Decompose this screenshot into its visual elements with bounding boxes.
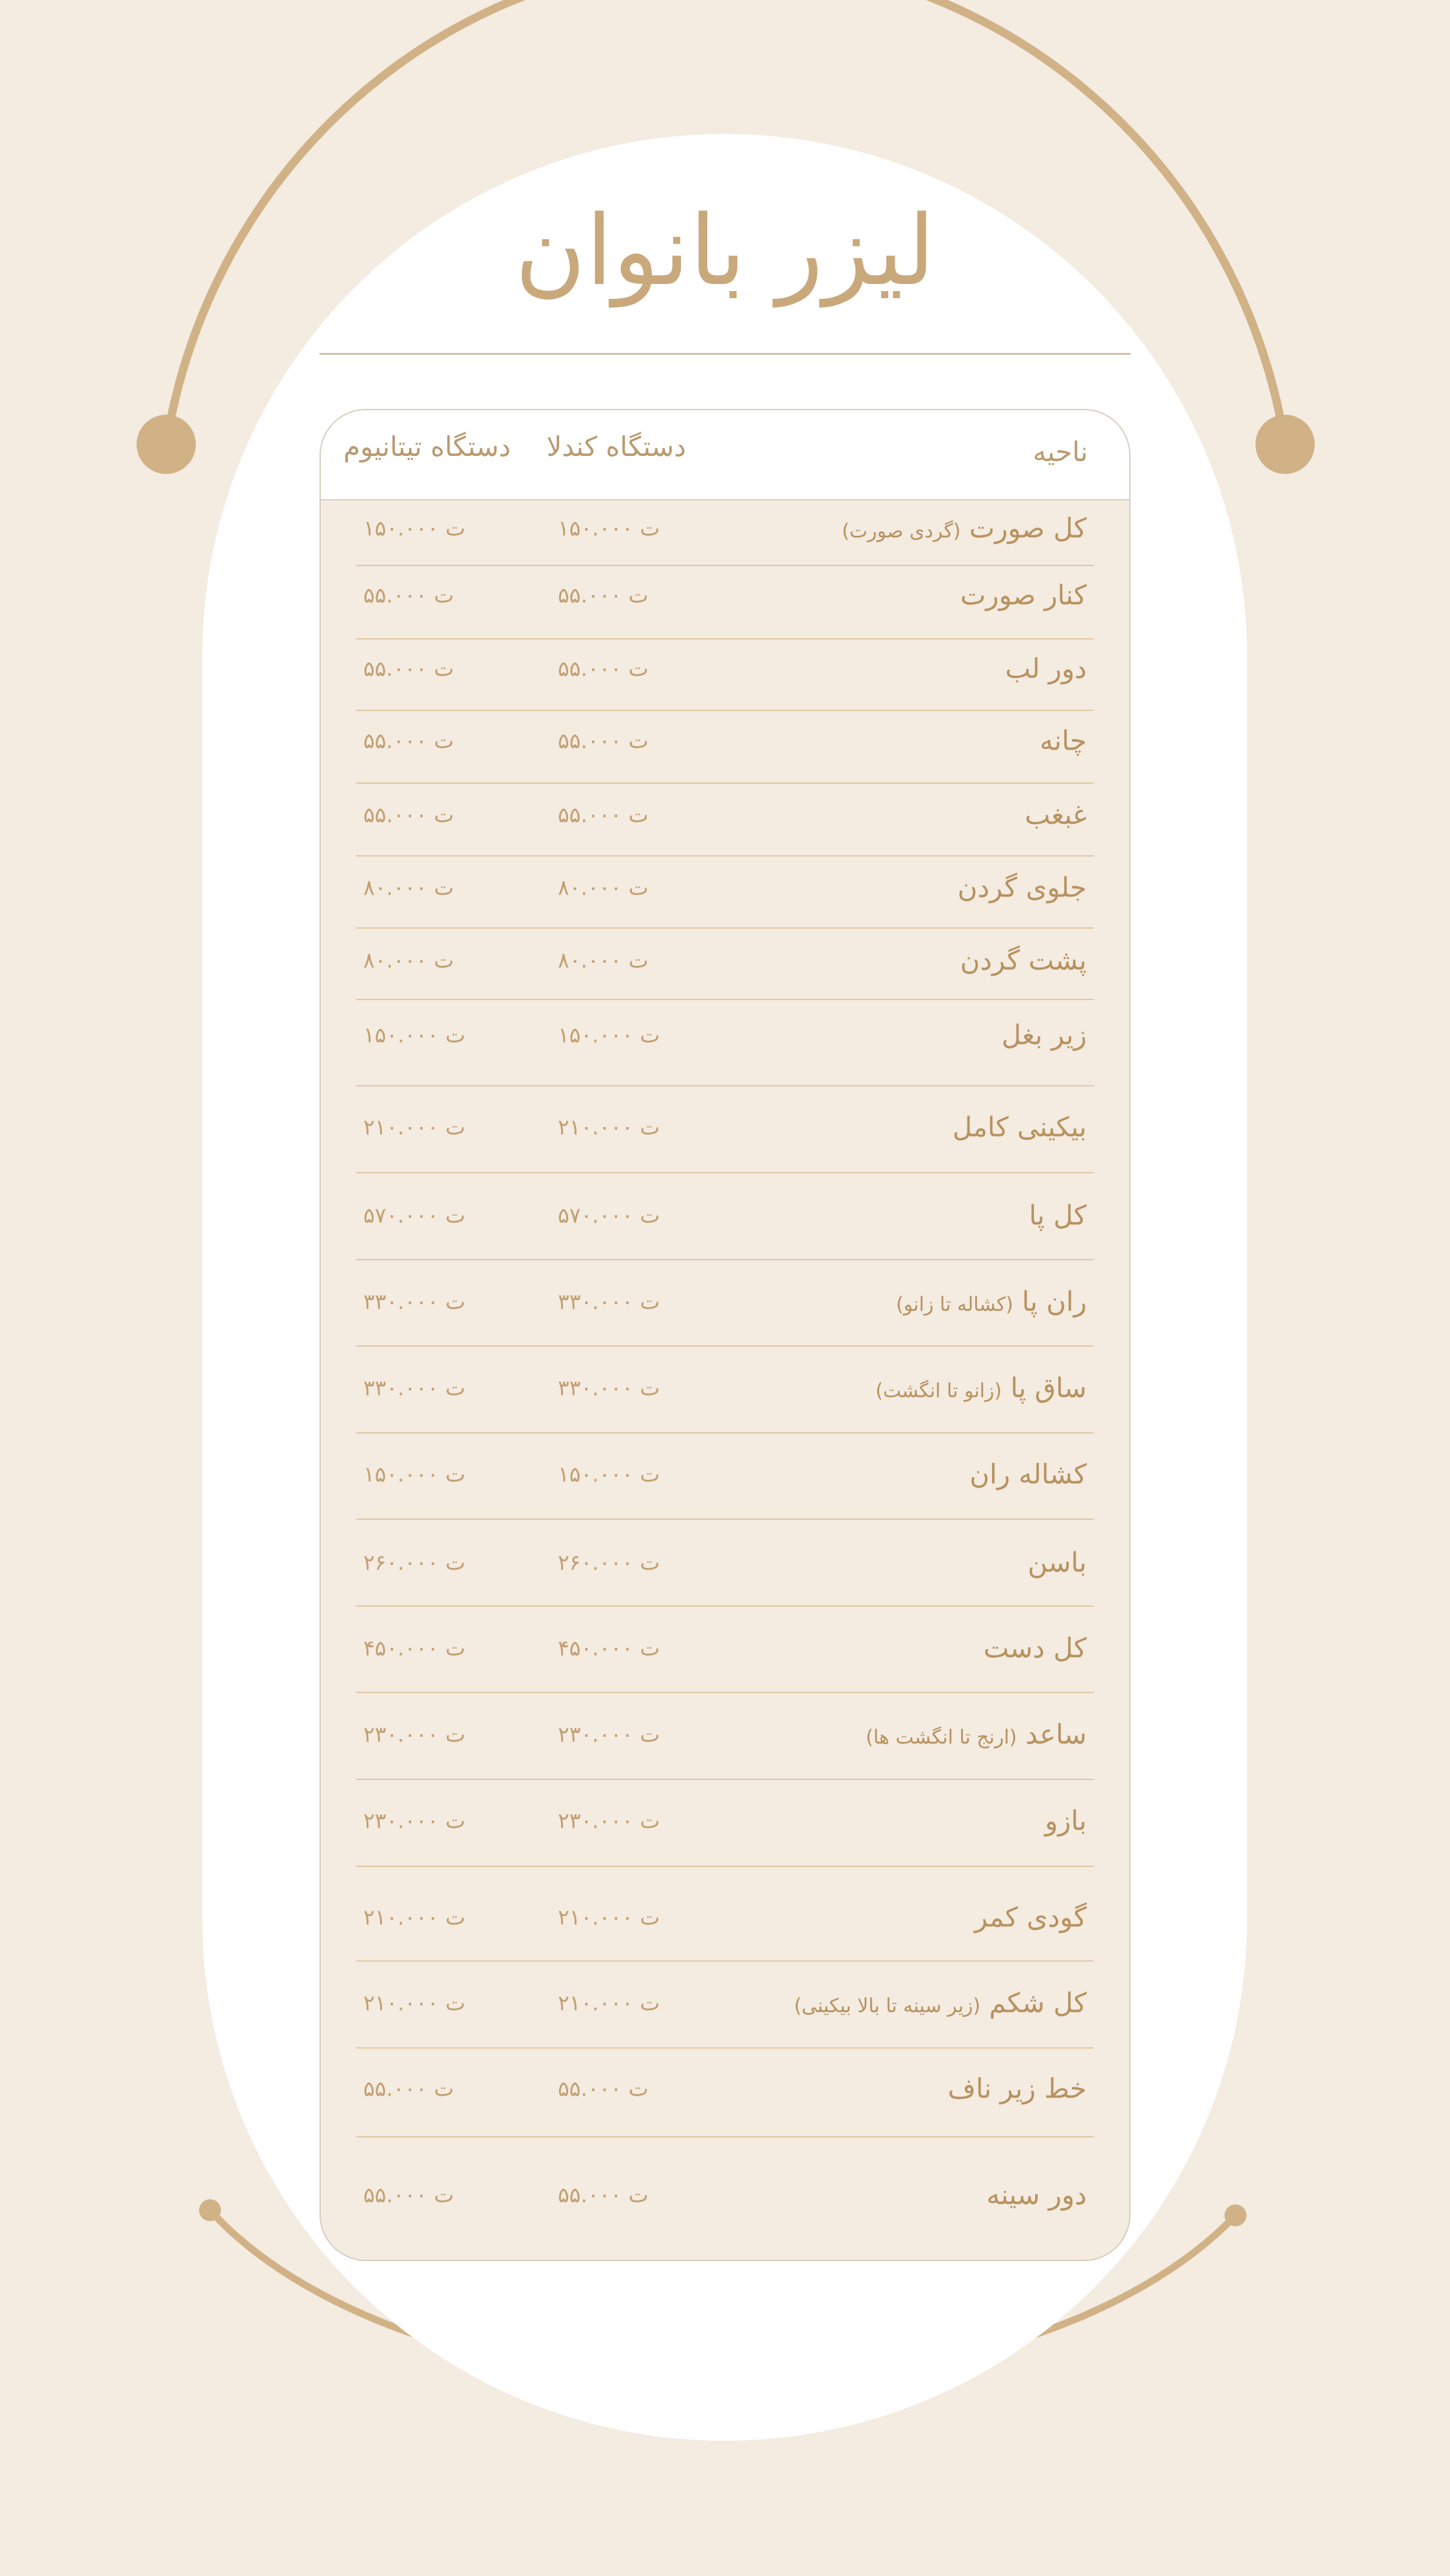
row-price-titanium: ت ۲۱۰.۰۰۰: [363, 1904, 466, 1930]
header-area: ناحیه: [1033, 436, 1088, 468]
row-price-candela: ت ۲۳۰.۰۰۰: [558, 1721, 660, 1747]
row-area-label: زیر بغل: [1001, 1019, 1087, 1051]
row-area: [842, 513, 1087, 544]
row-price-candela: ت ۵۵.۰۰۰: [558, 802, 649, 828]
row-area: [1027, 1547, 1087, 1578]
row-area-label: چانه: [1040, 724, 1087, 757]
top-left-dot: [137, 415, 196, 474]
row-area-label: جلوی گردن: [957, 871, 1087, 904]
row-area-label: بازو: [1044, 1804, 1087, 1837]
page-title: لیزر بانوان: [515, 195, 935, 307]
row-area: [794, 1987, 1087, 2019]
row-area-note: (کشاله تا زانو): [895, 1293, 1013, 1316]
row-area-label: کل صورت: [969, 512, 1087, 544]
row-area: [896, 1286, 1087, 1318]
row-price-candela: ت ۵۵.۰۰۰: [558, 2182, 649, 2208]
row-price-titanium: ت ۲۱۰.۰۰۰: [363, 1990, 466, 2016]
row-divider: [356, 1085, 1094, 1086]
row-price-candela: ت ۵۵.۰۰۰: [558, 582, 649, 608]
row-divider: [356, 565, 1094, 566]
row-price-candela: ت ۵۵.۰۰۰: [558, 656, 649, 681]
row-price-candela: ت ۲۱۰.۰۰۰: [558, 1904, 660, 1930]
row-price-titanium: ت ۴۵۰.۰۰۰: [363, 1635, 466, 1661]
bottom-left-dot: [199, 2199, 221, 2221]
row-divider: [356, 710, 1094, 711]
row-area: [866, 1719, 1087, 1750]
row-divider: [356, 1779, 1094, 1780]
row-divider: [356, 1960, 1094, 1962]
row-area: [969, 1459, 1087, 1490]
row-divider: [356, 1345, 1094, 1347]
row-divider: [356, 1432, 1094, 1434]
row-area: [1002, 1019, 1087, 1051]
row-area: [948, 2073, 1087, 2105]
header-candela: دستگاه کندلا: [546, 431, 686, 462]
row-price-titanium: ت ۵۵.۰۰۰: [363, 728, 454, 753]
row-price-candela: ت ۵۷۰.۰۰۰: [558, 1202, 660, 1228]
row-price-titanium: ت ۵۵.۰۰۰: [363, 656, 454, 681]
row-area-label: کشاله ران: [969, 1458, 1087, 1490]
row-area-label: خط زیر ناف: [948, 2072, 1087, 2105]
row-area-note: (زانو تا انگشت): [875, 1379, 1002, 1403]
row-price-candela: ت ۱۵۰.۰۰۰: [558, 1461, 660, 1487]
row-area-label: کل شکم: [989, 1987, 1087, 2019]
row-divider: [356, 999, 1094, 1000]
row-area-label: غبغب: [1024, 799, 1087, 831]
row-area: [975, 1902, 1087, 1933]
row-divider: [356, 638, 1094, 639]
row-area: [1025, 799, 1087, 831]
row-price-candela: ت ۵۵.۰۰۰: [558, 2076, 649, 2101]
row-price-titanium: ت ۸۰.۰۰۰: [363, 875, 454, 900]
row-divider: [356, 1866, 1094, 1867]
row-divider: [356, 855, 1094, 857]
row-area: [875, 1372, 1087, 1404]
row-area-label: دور لب: [1005, 652, 1087, 685]
row-price-candela: ت ۵۵.۰۰۰: [558, 728, 649, 753]
row-price-candela: ت ۱۵۰.۰۰۰: [558, 1022, 660, 1048]
row-area: [1045, 1805, 1087, 1837]
row-price-candela: ت ۲۳۰.۰۰۰: [558, 1808, 660, 1833]
row-price-titanium: ت ۵۵.۰۰۰: [363, 2076, 454, 2101]
row-area: [960, 580, 1087, 611]
row-area-label: بیکینی کامل: [952, 1111, 1087, 1143]
row-price-titanium: ت ۳۳۰.۰۰۰: [363, 1375, 466, 1401]
row-area-note: (ارنج تا انگشت ها): [866, 1726, 1017, 1749]
row-price-titanium: ت ۲۶۰.۰۰۰: [363, 1549, 466, 1575]
row-price-candela: ت ۸۰.۰۰۰: [558, 947, 649, 973]
row-area-note: (زیر سینه تا بالا بیکینی): [794, 1994, 981, 2018]
row-divider: [356, 2047, 1094, 2049]
row-area-label: باسن: [1027, 1546, 1087, 1578]
top-right-dot: [1255, 415, 1315, 474]
row-area: [1029, 1200, 1087, 1231]
row-divider: [356, 1692, 1094, 1693]
row-divider: [356, 927, 1094, 929]
row-area-label: گودی کمر: [974, 1901, 1087, 1933]
row-price-titanium: ت ۲۱۰.۰۰۰: [363, 1114, 466, 1140]
row-price-candela: ت ۸۰.۰۰۰: [558, 875, 649, 900]
row-price-candela: ت ۳۳۰.۰۰۰: [558, 1375, 660, 1401]
row-area-label: کنار صورت: [960, 579, 1087, 611]
bottom-right-dot: [1225, 2204, 1246, 2226]
row-price-titanium: ت ۱۵۰.۰۰۰: [363, 515, 466, 541]
title-divider: [320, 353, 1130, 355]
row-area: [984, 1633, 1087, 1664]
row-area: [1005, 653, 1087, 685]
row-area: [1040, 725, 1087, 757]
row-divider: [356, 1605, 1094, 1607]
row-price-titanium: ت ۲۳۰.۰۰۰: [363, 1721, 466, 1747]
row-price-titanium: ت ۱۵۰.۰۰۰: [363, 1022, 466, 1048]
price-table: [320, 409, 1130, 2261]
row-price-titanium: ت ۵۵.۰۰۰: [363, 582, 454, 608]
row-price-titanium: ت ۵۵.۰۰۰: [363, 802, 454, 828]
row-price-candela: ت ۲۱۰.۰۰۰: [558, 1114, 660, 1140]
row-area-label: کل دست: [983, 1632, 1087, 1664]
row-price-candela: ت ۱۵۰.۰۰۰: [558, 515, 660, 541]
row-divider: [356, 1519, 1094, 1520]
row-price-candela: ت ۳۳۰.۰۰۰: [558, 1289, 660, 1314]
row-area: [986, 2179, 1087, 2211]
row-price-titanium: ت ۳۳۰.۰۰۰: [363, 1289, 466, 1314]
row-price-candela: ت ۲۶۰.۰۰۰: [558, 1549, 660, 1575]
row-divider: [356, 2136, 1094, 2137]
row-area: [953, 1112, 1087, 1143]
row-area-label: دور سینه: [986, 2179, 1087, 2211]
row-area-label: ساعد: [1025, 1718, 1087, 1750]
row-area: [960, 945, 1087, 976]
row-area-label: پشت گردن: [960, 944, 1087, 976]
row-price-titanium: ت ۱۵۰.۰۰۰: [363, 1461, 466, 1487]
row-price-candela: ت ۴۵۰.۰۰۰: [558, 1635, 660, 1661]
row-area-note: (گردی صورت): [841, 520, 961, 543]
row-divider: [356, 1172, 1094, 1173]
row-divider: [356, 1259, 1094, 1260]
row-area-label: کل پا: [1029, 1199, 1087, 1231]
table-header: [321, 410, 1129, 500]
row-price-titanium: ت ۲۳۰.۰۰۰: [363, 1808, 466, 1833]
row-divider: [356, 782, 1094, 784]
row-area-label: ساق پا: [1010, 1372, 1087, 1404]
row-area: [957, 872, 1087, 904]
row-price-titanium: ت ۵۵.۰۰۰: [363, 2182, 454, 2208]
row-price-candela: ت ۲۱۰.۰۰۰: [558, 1990, 660, 2016]
row-price-titanium: ت ۵۷۰.۰۰۰: [363, 1202, 466, 1228]
header-titanium: دستگاه تیتانیوم: [343, 431, 511, 462]
row-area-label: ران پا: [1022, 1285, 1087, 1318]
row-price-titanium: ت ۸۰.۰۰۰: [363, 947, 454, 973]
